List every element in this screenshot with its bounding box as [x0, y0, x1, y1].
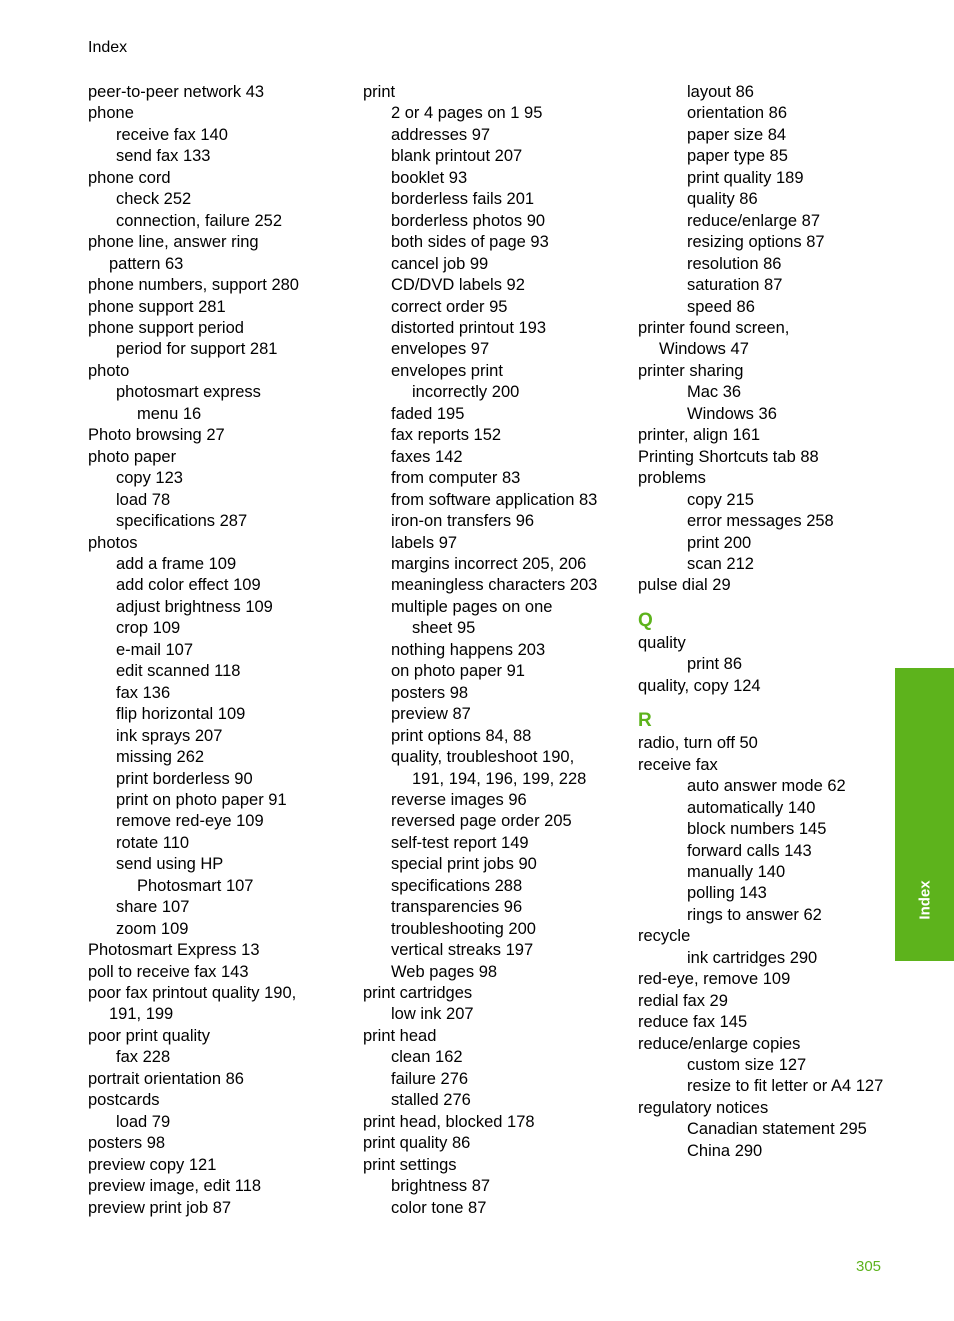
index-entry: peer-to-peer network 43 — [88, 83, 265, 101]
index-subentry: copy 215 — [687, 490, 754, 509]
index-entry: receive fax — [638, 755, 718, 774]
index-subentry: edit scanned 118 — [116, 662, 241, 681]
index-subentry: custom size 127 — [687, 1056, 807, 1075]
index-subentry: rotate 110 — [116, 833, 190, 852]
index-subentry: forward calls 143 — [687, 841, 812, 860]
index-entry: Printing Shortcuts tab 88 — [638, 447, 819, 466]
index-subentry: specifications 287 — [116, 512, 248, 531]
index-subentry: 191, 199 — [109, 1005, 174, 1024]
index-subentry: paper type 85 — [687, 147, 788, 166]
index-subentry: print borderless 90 — [116, 769, 253, 788]
index-subentry: saturation 87 — [687, 276, 783, 295]
index-column-3 — [638, 82, 888, 1162]
index-entry: photo — [88, 361, 130, 380]
index-subentry: CD/DVD labels 92 — [391, 276, 525, 295]
index-subentry: Windows 47 — [659, 340, 749, 359]
index-subentry: distorted printout 193 — [391, 318, 547, 337]
index-entry: poor print quality — [88, 1026, 210, 1045]
index-subentry: load 78 — [116, 490, 171, 509]
index-subentry: missing 262 — [116, 748, 205, 767]
index-subentry: vertical streaks 197 — [391, 941, 534, 960]
index-entry: phone support 281 — [88, 297, 226, 316]
index-subentry: from computer 83 — [391, 469, 521, 488]
index-subentry: orientation 86 — [687, 104, 787, 123]
index-entry: posters 98 — [88, 1134, 166, 1153]
index-entry: print head, blocked 178 — [363, 1112, 535, 1131]
index-subentry: polling 143 — [687, 884, 767, 903]
index-entry: redial fax 29 — [638, 991, 728, 1010]
index-subentry: meaningless characters 203 — [391, 576, 598, 595]
index-subentry: reverse images 96 — [391, 790, 527, 809]
index-subentry: envelopes print — [391, 361, 503, 380]
index-subentry: add color effect 109 — [116, 576, 261, 595]
index-subentry: auto answer mode 62 — [687, 777, 846, 796]
index-subentry: send fax 133 — [116, 147, 211, 166]
index-entry: phone numbers, support 280 — [88, 276, 299, 295]
index-entry: reduce fax 145 — [638, 1013, 748, 1032]
index-subentry: share 107 — [116, 898, 190, 917]
index-subentry: paper size 84 — [687, 125, 787, 144]
index-entry: phone cord — [88, 168, 171, 187]
index-subentry: on photo paper 91 — [391, 662, 525, 681]
index-subentry: block numbers 145 — [687, 820, 827, 839]
index-entry: photo paper — [88, 447, 177, 466]
index-subentry: multiple pages on one — [391, 597, 553, 616]
index-subentry: low ink 207 — [391, 1005, 474, 1024]
index-subentry: layout 86 — [687, 83, 754, 101]
index-subentry: fax reports 152 — [391, 426, 502, 445]
index-subentry: resize to fit letter or A4 127 — [687, 1077, 884, 1096]
index-subentry: manually 140 — [687, 862, 786, 881]
index-subentry: check 252 — [116, 190, 192, 209]
running-header: Index — [88, 39, 128, 56]
index-subentry: brightness 87 — [391, 1177, 491, 1196]
index-subentry: Mac 36 — [687, 383, 742, 402]
index-column-1 — [88, 82, 348, 1219]
index-subentry: quality 86 — [687, 190, 758, 209]
index-entry: poll to receive fax 143 — [88, 962, 249, 981]
index-subentry: color tone 87 — [391, 1198, 487, 1217]
index-subentry: copy 123 — [116, 469, 183, 488]
index-entry: printer sharing — [638, 361, 744, 380]
index-column-2 — [363, 82, 628, 1219]
index-subentry: preview 87 — [391, 705, 471, 724]
index-entry: print settings — [363, 1155, 457, 1174]
index-subentry: clean 162 — [391, 1048, 463, 1067]
index-subentry: correct order 95 — [391, 297, 508, 316]
index-subentry: from software application 83 — [391, 490, 598, 509]
index-entry: preview image, edit 118 — [88, 1177, 262, 1196]
index-subentry: blank printout 207 — [391, 147, 523, 166]
index-subentry: self-test report 149 — [391, 833, 529, 852]
index-subentry: print quality 189 — [687, 168, 804, 187]
index-entry: printer found screen, — [638, 318, 790, 337]
index-subentry: China 290 — [687, 1141, 763, 1160]
index-subentry: crop 109 — [116, 619, 181, 638]
index-entry: photos — [88, 533, 138, 552]
index-entry: phone line, answer ring — [88, 233, 259, 252]
index-entry: print quality 86 — [363, 1134, 471, 1153]
index-entry: radio, turn off 50 — [638, 734, 758, 753]
index-subentry: faxes 142 — [391, 447, 463, 466]
index-subentry: specifications 288 — [391, 876, 523, 895]
index-subentry: reversed page order 205 — [391, 812, 572, 831]
index-subentry: nothing happens 203 — [391, 640, 546, 659]
index-subentry: print 200 — [687, 533, 752, 552]
index-subentry: add a frame 109 — [116, 554, 237, 573]
index-subentry: print on photo paper 91 — [116, 790, 287, 809]
index-entry: recycle — [638, 927, 691, 946]
index-subentry: scan 212 — [687, 554, 754, 573]
index-entry: pulse dial 29 — [638, 576, 731, 595]
index-subentry: Canadian statement 295 — [687, 1120, 867, 1139]
index-subentry: borderless fails 201 — [391, 190, 535, 209]
index-entry: portrait orientation 86 — [88, 1069, 244, 1088]
index-entry: print cartridges — [363, 984, 473, 1003]
index-entry: printer, align 161 — [638, 426, 761, 445]
index-subentry: borderless photos 90 — [391, 211, 546, 230]
index-entry: red-eye, remove 109 — [638, 970, 791, 989]
index-entry: print head — [363, 1026, 437, 1045]
index-entry: reduce/enlarge copies — [638, 1034, 801, 1053]
index-entry: regulatory notices — [638, 1098, 769, 1117]
index-subentry: addresses 97 — [391, 125, 491, 144]
index-subentry: load 79 — [116, 1112, 171, 1131]
index-subentry: menu 16 — [137, 404, 202, 423]
index-entry: Photo browsing 27 — [88, 426, 225, 445]
index-subentry: quality, troubleshoot 190, — [391, 748, 575, 767]
index-subentry: sheet 95 — [412, 619, 476, 638]
index-subentry: 2 or 4 pages on 1 95 — [391, 104, 543, 123]
index-subentry: photosmart express — [116, 383, 261, 402]
index-subentry: reduce/enlarge 87 — [687, 211, 821, 230]
index-entry: phone — [88, 104, 134, 123]
section-side-tab — [895, 668, 954, 961]
index-entry: poor fax printout quality 190, — [88, 984, 297, 1003]
index-entry: preview copy 121 — [88, 1155, 217, 1174]
index-subentry: envelopes 97 — [391, 340, 490, 359]
side-tab-label: Index — [916, 880, 933, 920]
index-subentry: incorrectly 200 — [412, 383, 520, 402]
index-subentry: failure 276 — [391, 1069, 469, 1088]
index-subentry: Windows 36 — [687, 404, 777, 423]
index-subentry: posters 98 — [391, 683, 469, 702]
index-subentry: receive fax 140 — [116, 125, 228, 144]
index-entry: phone support period — [88, 318, 244, 337]
index-subentry: troubleshooting 200 — [391, 919, 536, 938]
index-subentry: period for support 281 — [116, 340, 278, 359]
index-subentry: both sides of page 93 — [391, 233, 549, 252]
index-subentry: print options 84, 88 — [391, 726, 532, 745]
index-subentry: automatically 140 — [687, 798, 816, 817]
index-subentry: flip horizontal 109 — [116, 705, 246, 724]
index-subentry: ink sprays 207 — [116, 726, 223, 745]
index-subentry: ink cartridges 290 — [687, 948, 818, 967]
index-subentry: transparencies 96 — [391, 898, 523, 917]
index-subentry: connection, failure 252 — [116, 211, 283, 230]
index-entry: quality, copy 124 — [638, 676, 761, 695]
index-subentry: iron-on transfers 96 — [391, 512, 535, 531]
index-entry: problems — [638, 469, 706, 488]
index-subentry: special print jobs 90 — [391, 855, 537, 874]
index-subentry: pattern 63 — [109, 254, 184, 273]
index-subentry: Photosmart 107 — [137, 876, 254, 895]
index-letter-heading: R — [638, 710, 652, 732]
index-subentry: resizing options 87 — [687, 233, 825, 252]
index-subentry: error messages 258 — [687, 512, 834, 531]
index-subentry: Web pages 98 — [391, 962, 498, 981]
index-subentry: print 86 — [687, 655, 743, 674]
index-subentry: booklet 93 — [391, 168, 468, 187]
index-entry: print — [363, 83, 396, 101]
index-subentry: adjust brightness 109 — [116, 597, 273, 616]
index-letter-heading: Q — [638, 609, 653, 631]
index-subentry: speed 86 — [687, 297, 755, 316]
index-subentry: faded 195 — [391, 404, 465, 423]
page-number: 305 — [856, 1258, 882, 1275]
index-subentry: e-mail 107 — [116, 640, 194, 659]
index-subentry: cancel job 99 — [391, 254, 489, 273]
index-subentry: stalled 276 — [391, 1091, 471, 1110]
index-entry: postcards — [88, 1091, 160, 1110]
index-subentry: fax 228 — [116, 1048, 171, 1067]
index-entry: quality — [638, 633, 686, 652]
index-entry: Photosmart Express 13 — [88, 941, 260, 960]
index-entry: preview print job 87 — [88, 1198, 232, 1217]
index-subentry: send using HP — [116, 855, 224, 874]
index-subentry: labels 97 — [391, 533, 458, 552]
index-subentry: margins incorrect 205, 206 — [391, 554, 587, 573]
index-subentry: fax 136 — [116, 683, 171, 702]
index-subentry: remove red-eye 109 — [116, 812, 264, 831]
index-subentry: 191, 194, 196, 199, 228 — [412, 769, 587, 788]
index-subentry: rings to answer 62 — [687, 905, 822, 924]
index-subentry: resolution 86 — [687, 254, 782, 273]
index-subentry: zoom 109 — [116, 919, 189, 938]
